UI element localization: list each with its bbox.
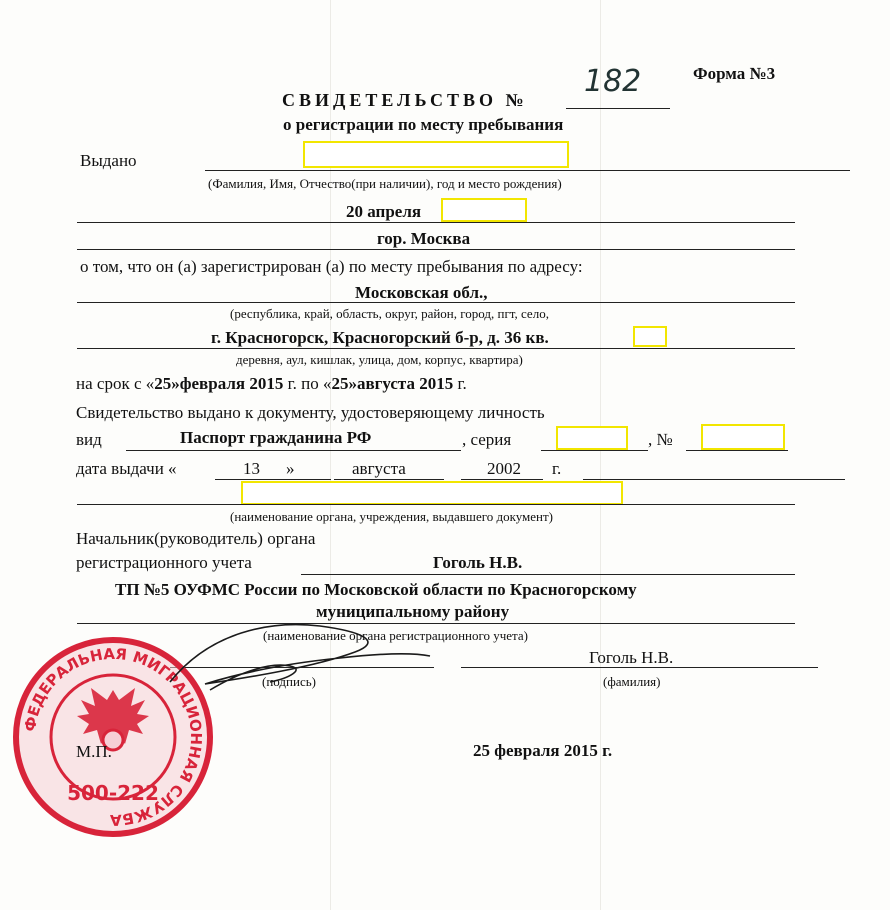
doc-type-value: Паспорт гражданина РФ bbox=[180, 428, 372, 447]
issue-date-label: дата выдачи « bbox=[76, 459, 177, 478]
document-text: Свидетельство выдано к документу, удостоверяющему личность bbox=[76, 403, 545, 422]
redacted-issuer bbox=[241, 481, 623, 505]
head-label-2: регистрационного учета bbox=[76, 553, 252, 572]
region-value: Московская обл., bbox=[355, 283, 488, 302]
name-caption: (Фамилия, Имя, Отчество(при наличии), год и место рождения) bbox=[208, 176, 562, 191]
redacted-name bbox=[303, 141, 569, 168]
name-line bbox=[205, 170, 850, 171]
issue-day: 13 bbox=[243, 459, 260, 478]
doc-type-line bbox=[126, 450, 461, 451]
redacted-birth-year bbox=[441, 198, 527, 222]
issue-month-line bbox=[334, 479, 444, 480]
issuer-caption: (наименование органа, учреждения, выдавшего документ) bbox=[230, 509, 554, 524]
surname-line bbox=[461, 667, 818, 668]
number-line bbox=[686, 450, 788, 451]
surname-value: Гоголь Н.В. bbox=[589, 648, 674, 667]
series-line bbox=[541, 450, 648, 451]
issue-day-line bbox=[215, 479, 331, 480]
org-line-1: ТП №5 ОУФМС России по Московской области по Красногорскому bbox=[115, 580, 637, 599]
address-line bbox=[77, 348, 795, 349]
issue-day-close: » bbox=[286, 459, 295, 478]
number-underline bbox=[566, 108, 670, 109]
birth-date-line bbox=[77, 222, 795, 223]
signature-caption: (подпись) bbox=[262, 674, 316, 689]
form-number: Форма №3 bbox=[693, 64, 776, 83]
region-line bbox=[77, 302, 795, 303]
doc-type-label: вид bbox=[76, 430, 102, 449]
issue-year-line bbox=[461, 479, 543, 480]
issue-month: августа bbox=[352, 459, 406, 478]
birth-date: 20 апреля bbox=[346, 202, 422, 221]
redacted-series bbox=[556, 426, 628, 450]
issue-tail-line bbox=[583, 479, 845, 480]
issue-date-final: 25 февраля 2015 г. bbox=[473, 741, 613, 760]
head-label-1: Начальник(руководитель) органа bbox=[76, 529, 316, 548]
document-subtitle: о регистрации по месту пребывания bbox=[283, 115, 564, 134]
paper-fold bbox=[600, 0, 601, 910]
address-value: г. Красногорск, Красногорский б-р, д. 36 кв. bbox=[211, 328, 549, 347]
org-caption: (наименование органа регистрационного учета) bbox=[263, 628, 528, 643]
certificate-number: 182 bbox=[584, 64, 642, 99]
term-line: на срок с «25»февраля 2015 г. по «25»августа 2015 г. bbox=[76, 374, 467, 393]
issue-year-suffix: г. bbox=[552, 459, 562, 478]
seal-label: М.П. bbox=[76, 742, 112, 761]
series-label: , серия bbox=[462, 430, 512, 449]
handwritten-signature bbox=[150, 612, 450, 702]
redacted-passport-number bbox=[701, 424, 785, 450]
redacted-apartment bbox=[633, 326, 667, 347]
issuer-line bbox=[77, 504, 795, 505]
surname-caption: (фамилия) bbox=[603, 674, 661, 689]
issue-year: 2002 bbox=[487, 459, 521, 478]
head-name-line bbox=[301, 574, 795, 575]
document-title: СВИДЕТЕЛЬСТВО № bbox=[282, 90, 528, 110]
head-name: Гоголь Н.В. bbox=[433, 553, 523, 572]
stamp-code: 500-222 bbox=[67, 781, 159, 805]
org-line-2: муниципальному району bbox=[316, 602, 510, 621]
birth-place-line bbox=[77, 249, 795, 250]
number-label: , № bbox=[648, 430, 673, 449]
registered-text: о том, что он (а) зарегистрирован (а) по месту пребывания по адресу: bbox=[80, 257, 583, 276]
birth-place: гор. Москва bbox=[377, 229, 471, 248]
paper-fold bbox=[330, 0, 331, 910]
issued-to-label: Выдано bbox=[80, 151, 137, 170]
address-caption: деревня, аул, кишлак, улица, дом, корпус, квартира) bbox=[236, 352, 523, 367]
stamp-ring-text: ФЕДЕРАЛЬНАЯ МИГРАЦИОННАЯ СЛУЖБА bbox=[20, 644, 206, 830]
region-caption: (республика, край, область, округ, район, город, пгт, село, bbox=[230, 306, 549, 321]
